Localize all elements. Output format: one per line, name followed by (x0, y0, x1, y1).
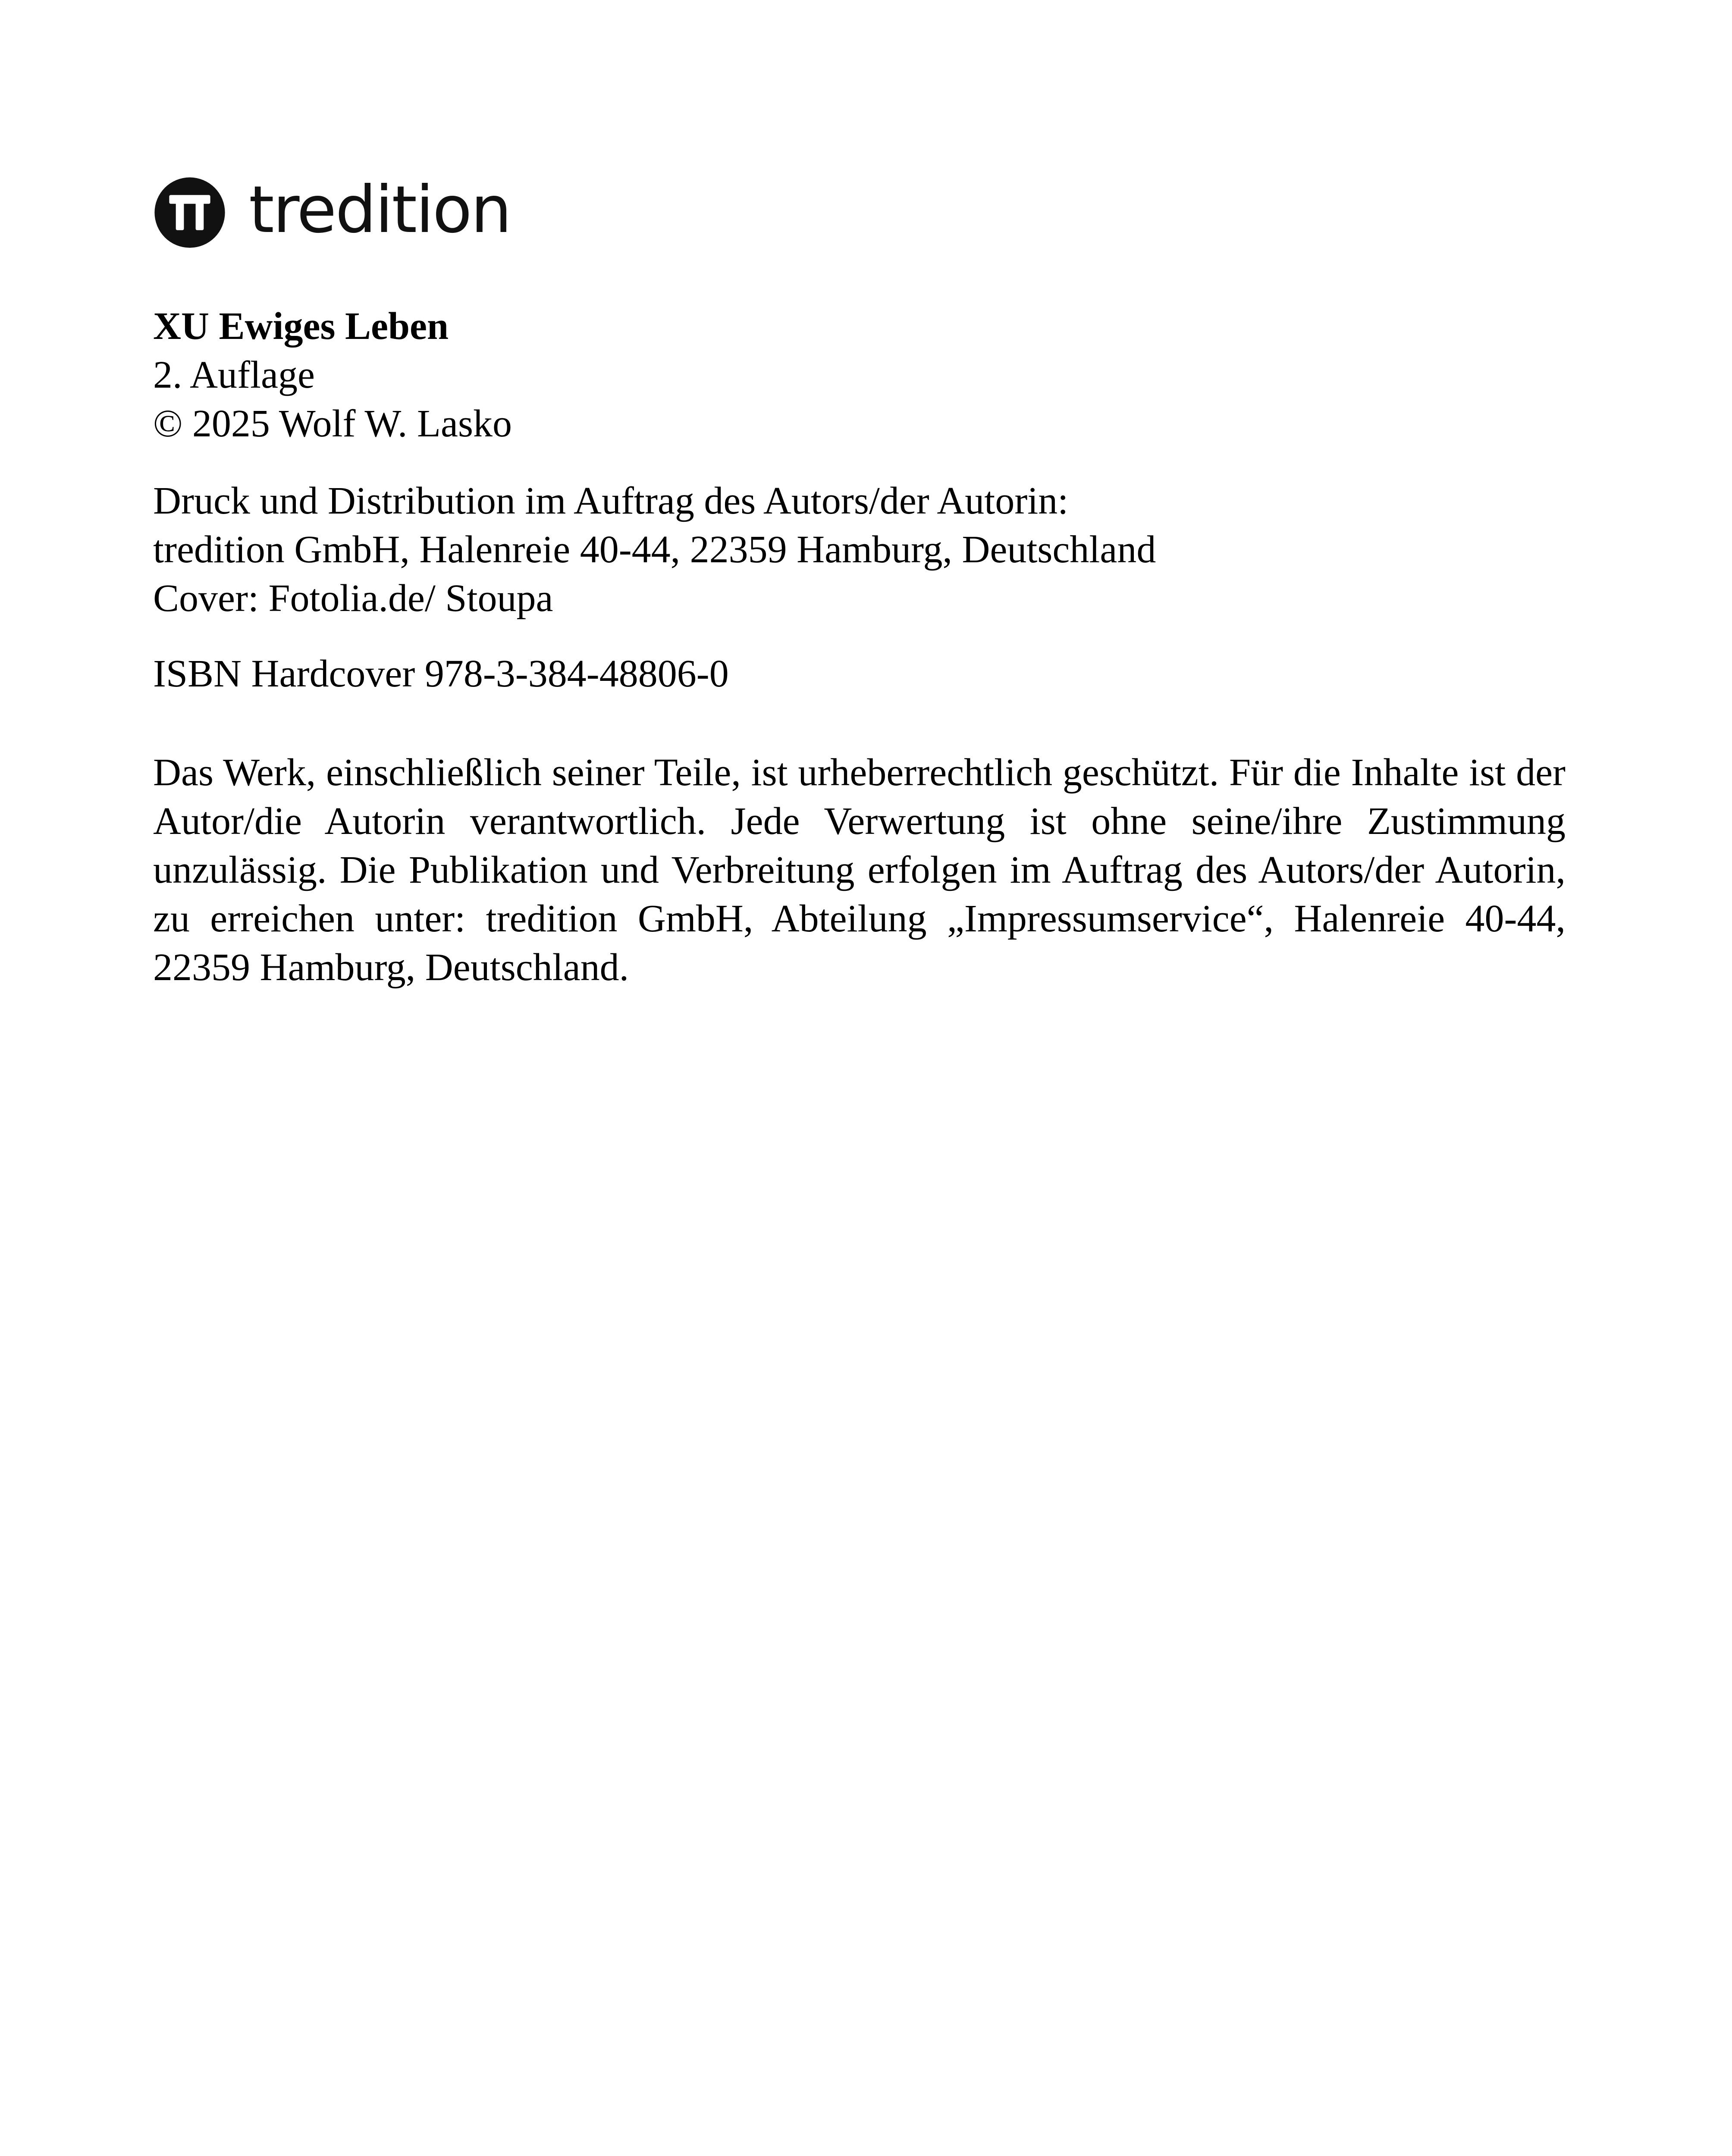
distribution-line: Druck und Distribution im Auftrag des Autors/der Autorin: (153, 479, 1069, 522)
book-title: XU Ewiges Leben (153, 305, 449, 348)
publisher-logo (153, 172, 511, 252)
publisher-wordmark: tredition (249, 172, 511, 248)
edition: 2. Auflage (153, 354, 315, 396)
legal-notice: Das Werk, einschließlich seiner Teile, ist urheberrechtlich geschützt. Für die Inhalte ist der Autor/die Autorin verantwortlich. Jede Verwertung ist ohne seine/ihre Zustimmung unzulässig. Die Publikation und Verbreitung erfolgen im Auftrag des Autors/der Autorin, zu erreichen unter: tredition GmbH, Abteilung „Impressumservice“, Halenreie 40-44, 22359 Hamburg, Deutschland. (153, 751, 1566, 989)
imprint-header (153, 302, 1563, 448)
copyright-line: © 2025 Wolf W. Lasko (153, 402, 512, 445)
isbn-block (153, 649, 1563, 698)
tredition-logo-icon (153, 176, 226, 249)
distribution-info (153, 476, 1563, 623)
isbn: ISBN Hardcover 978-3-384-48806-0 (153, 652, 729, 695)
cover-credit: Cover: Fotolia.de/ Stoupa (153, 577, 553, 620)
publisher-address: tredition GmbH, Halenreie 40-44, 22359 Hamburg, Deutschland (153, 528, 1156, 571)
